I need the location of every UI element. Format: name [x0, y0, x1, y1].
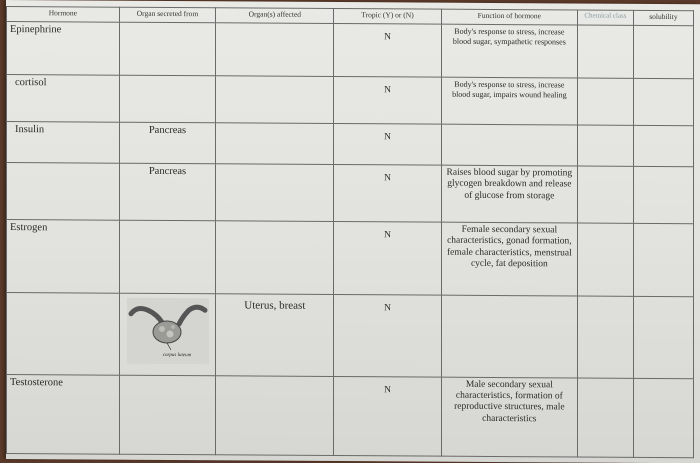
function-cell: Raises blood sugar by promoting glycogen breakdown and release of glucose from storage — [441, 165, 577, 223]
function-cell — [441, 295, 577, 377]
hormone-cell: cortisol — [7, 75, 120, 123]
header-organ-secreted: Organ secreted from — [119, 7, 216, 23]
affected-cell — [216, 23, 334, 77]
chemical-class-cell — [578, 223, 634, 297]
ovary-diagram-icon — [127, 298, 209, 365]
affected-cell — [216, 123, 334, 164]
solubility-cell — [633, 125, 693, 166]
table-row — [7, 219, 694, 296]
header-chemical-class: Chemical class — [578, 10, 634, 26]
organ-cell — [119, 22, 216, 76]
header-function: Function of hormone — [441, 9, 577, 25]
solubility-cell — [633, 223, 693, 297]
hormone-cell — [7, 162, 120, 220]
solubility-cell — [633, 296, 693, 378]
organ-cell — [119, 220, 216, 294]
organ-cell: Pancreas — [119, 122, 216, 163]
table-row — [7, 162, 694, 223]
ovary-diagram-cell — [119, 293, 216, 375]
tropic-cell: N — [334, 295, 441, 377]
function-cell: Body's response to stress, increase blood sugar, impairs wound healing — [441, 77, 577, 125]
chemical-class-cell — [578, 296, 634, 378]
tropic-cell: N — [334, 77, 441, 124]
organ-cell — [119, 75, 216, 122]
tropic-cell: N — [334, 164, 441, 222]
header-tropic: Tropic (Y) or (N) — [334, 9, 441, 25]
chemical-class-cell — [578, 166, 634, 223]
hormone-cell: Insulin — [7, 122, 120, 163]
affected-cell — [216, 221, 334, 295]
affected-cell: Uterus, breast — [216, 294, 334, 376]
chemical-class-cell — [578, 78, 634, 125]
hormone-cell — [7, 293, 120, 375]
header-hormone: Hormone — [7, 7, 120, 23]
affected-cell — [216, 76, 334, 124]
header-organs-affected: Organ(s) affected — [216, 8, 334, 24]
function-cell: Female secondary sexual characteristics, gonad formation, female characteristics, menstrual cycle, fat deposition — [441, 222, 577, 296]
affected-cell — [216, 164, 334, 222]
table-row — [7, 293, 694, 379]
solubility-cell — [633, 166, 693, 223]
chemical-class-cell — [578, 378, 634, 458]
worksheet-paper — [6, 0, 700, 463]
function-cell: Body's response to stress, increase blood sugar, sympathetic responses — [441, 24, 577, 78]
table-row — [7, 22, 694, 79]
header-solubility: solubility — [633, 10, 693, 26]
organ-cell: Pancreas — [119, 163, 216, 221]
table-row — [7, 75, 694, 126]
chemical-class-cell — [578, 25, 634, 78]
hormone-table — [6, 6, 694, 458]
solubility-cell — [633, 26, 693, 79]
function-cell — [441, 124, 577, 166]
tropic-cell: N — [334, 376, 441, 456]
hormone-cell: Epinephrine — [7, 22, 120, 76]
solubility-cell — [633, 378, 693, 458]
tropic-cell: N — [334, 24, 441, 78]
tropic-cell: N — [334, 221, 441, 295]
tropic-cell: N — [334, 124, 441, 165]
table-row — [7, 374, 694, 458]
corpus-luteum-label: corpus luteum — [162, 353, 191, 359]
function-cell: Male secondary sexual characteristics, formation of reproductive structures, male characteristics — [441, 377, 577, 457]
chemical-class-cell — [578, 125, 634, 166]
solubility-cell — [633, 79, 693, 126]
affected-cell — [216, 375, 334, 455]
hormone-cell: Testosterone — [7, 374, 120, 454]
hormone-cell: Estrogen — [7, 219, 120, 293]
table-row — [7, 122, 694, 167]
organ-cell — [119, 375, 216, 455]
